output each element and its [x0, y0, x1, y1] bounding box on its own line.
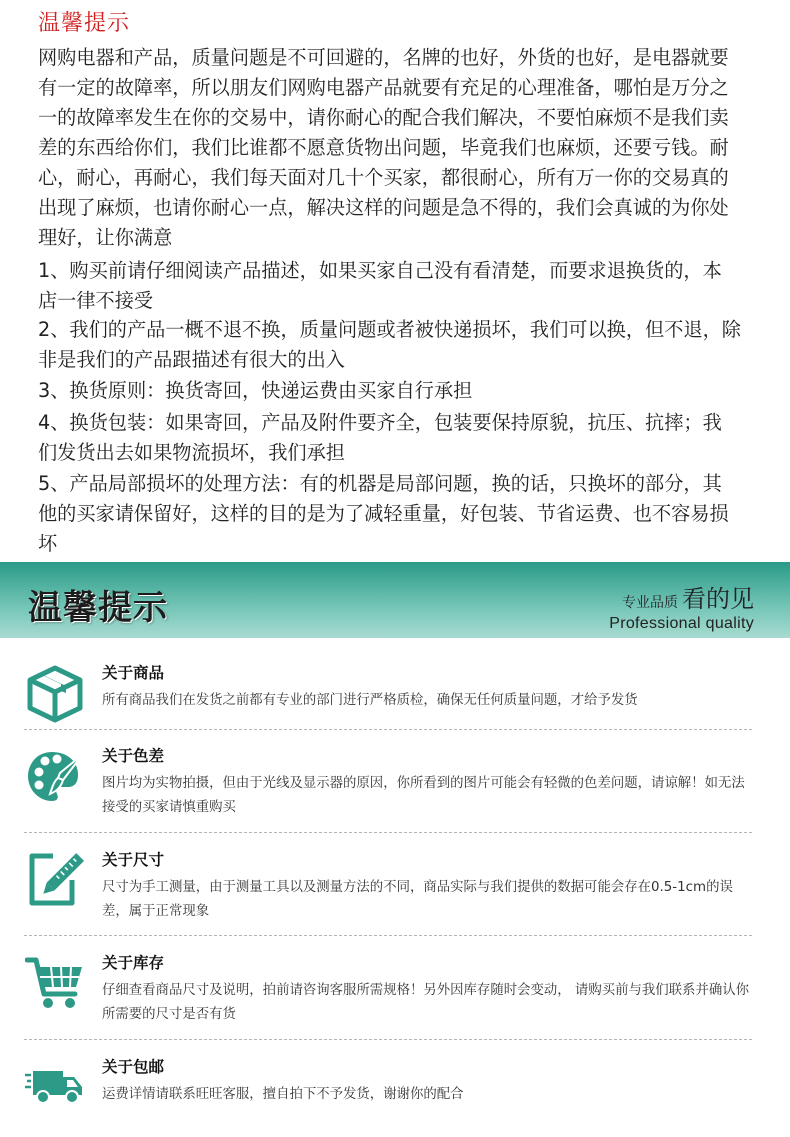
item-title: 关于商品	[102, 664, 165, 682]
notice-line: 有一定的故障率，所以朋友们网购电器产品就要有充足的心理准备，哪怕是万分之	[38, 76, 729, 99]
notice-line: 一的故障率发生在你的交易中，请你耐心的配合我们解决，不要怕麻烦不是我们卖	[38, 106, 729, 129]
info-item-shipping	[0, 1057, 790, 1137]
tagline-small: 专业品质	[622, 595, 678, 611]
notice-line: 非是我们的产品跟描述有很大的出入	[38, 348, 345, 371]
item-title: 关于色差	[102, 747, 165, 765]
banner-title: 温馨提示	[28, 588, 168, 628]
tagline-big: 看的见	[682, 585, 754, 613]
notice-line: 5、产品局部损坏的处理方法：有的机器是局部问题，换的话，只换坏的部分，其	[38, 472, 722, 495]
item-description: 仔细查看商品尺寸及说明，拍前请咨询客服所需规格！另外因库存随时会变动， 请购买前与我们联系并确认你所需要的尺寸是否有货	[102, 983, 750, 1022]
quality-tagline	[609, 579, 754, 633]
shopping-cart-icon	[25, 953, 85, 1013]
notice-line: 他的买家请保留好，这样的目的是为了减轻重量，好包装、节省运费、也不容易损	[38, 502, 729, 525]
notice-line: 店一律不接受	[38, 289, 154, 312]
item-title: 关于尺寸	[102, 851, 165, 869]
info-item-color	[0, 746, 790, 850]
notice-line: 3、换货原则：换货寄回，快递运费由买家自行承担	[38, 379, 473, 402]
notice-line: 差的东西给你们，我们比谁都不愿意货物出问题，毕竟我们也麻烦，还要亏钱。耐	[38, 136, 729, 159]
ruler-pencil-icon	[25, 850, 85, 910]
tagline-english: Professional quality	[609, 615, 754, 632]
item-description: 所有商品我们在发货之前都有专业的部门进行严格质检，确保无任何质量问题，才给予发货	[102, 693, 638, 708]
item-description: 尺寸为手工测量，由于测量工具以及测量方法的不同，商品实际与我们提供的数据可能会存在0.5-1cm的误差，属于正常现象	[102, 880, 733, 919]
divider	[24, 935, 752, 936]
divider	[24, 1039, 752, 1040]
info-item-stock	[0, 953, 790, 1057]
item-title: 关于包邮	[102, 1058, 165, 1076]
palette-icon	[25, 746, 85, 806]
notice-line: 坏	[38, 532, 58, 555]
info-item-size	[0, 850, 790, 954]
notice-line: 心，耐心，再耐心，我们每天面对几十个买家，都很耐心，所有万一你的交易真的	[38, 166, 729, 189]
item-description: 运费详情请联系旺旺客服，擅自拍下不予发货，谢谢你的配合	[102, 1087, 464, 1102]
item-description: 图片均为实物拍摄，但由于光线及显示器的原因，你所看到的图片可能会有轻微的色差问题，请谅解！如无法接受的买家请慎重购买	[102, 776, 745, 815]
notice-line: 1、购买前请仔细阅读产品描述，如果买家自己没有看清楚，而要求退换货的，本	[38, 259, 722, 282]
notice-line: 4、换货包装：如果寄回，产品及附件要齐全，包装要保持原貌，抗压、抗摔；我	[38, 411, 722, 434]
notice-title: 温馨提示	[38, 11, 131, 36]
delivery-truck-icon	[25, 1057, 85, 1117]
notice-line: 出现了麻烦，也请你耐心一点，解决这样的问题是急不得的，我们会真诚的为你处	[38, 196, 729, 219]
notice-line: 2、我们的产品一概不退不换，质量问题或者被快递损坏，我们可以换，但不退，除	[38, 318, 741, 341]
divider	[24, 832, 752, 833]
divider	[24, 729, 752, 730]
item-title: 关于库存	[102, 954, 165, 972]
notice-line: 们发货出去如果物流损坏，我们承担	[38, 441, 345, 464]
notice-line: 理好，让你满意	[38, 226, 173, 249]
notice-line: 网购电器和产品，质量问题是不可回避的，名牌的也好，外货的也好，是电器就要	[38, 46, 729, 69]
box-icon	[25, 663, 85, 723]
tips-banner	[0, 562, 790, 638]
notice-section	[0, 0, 790, 562]
